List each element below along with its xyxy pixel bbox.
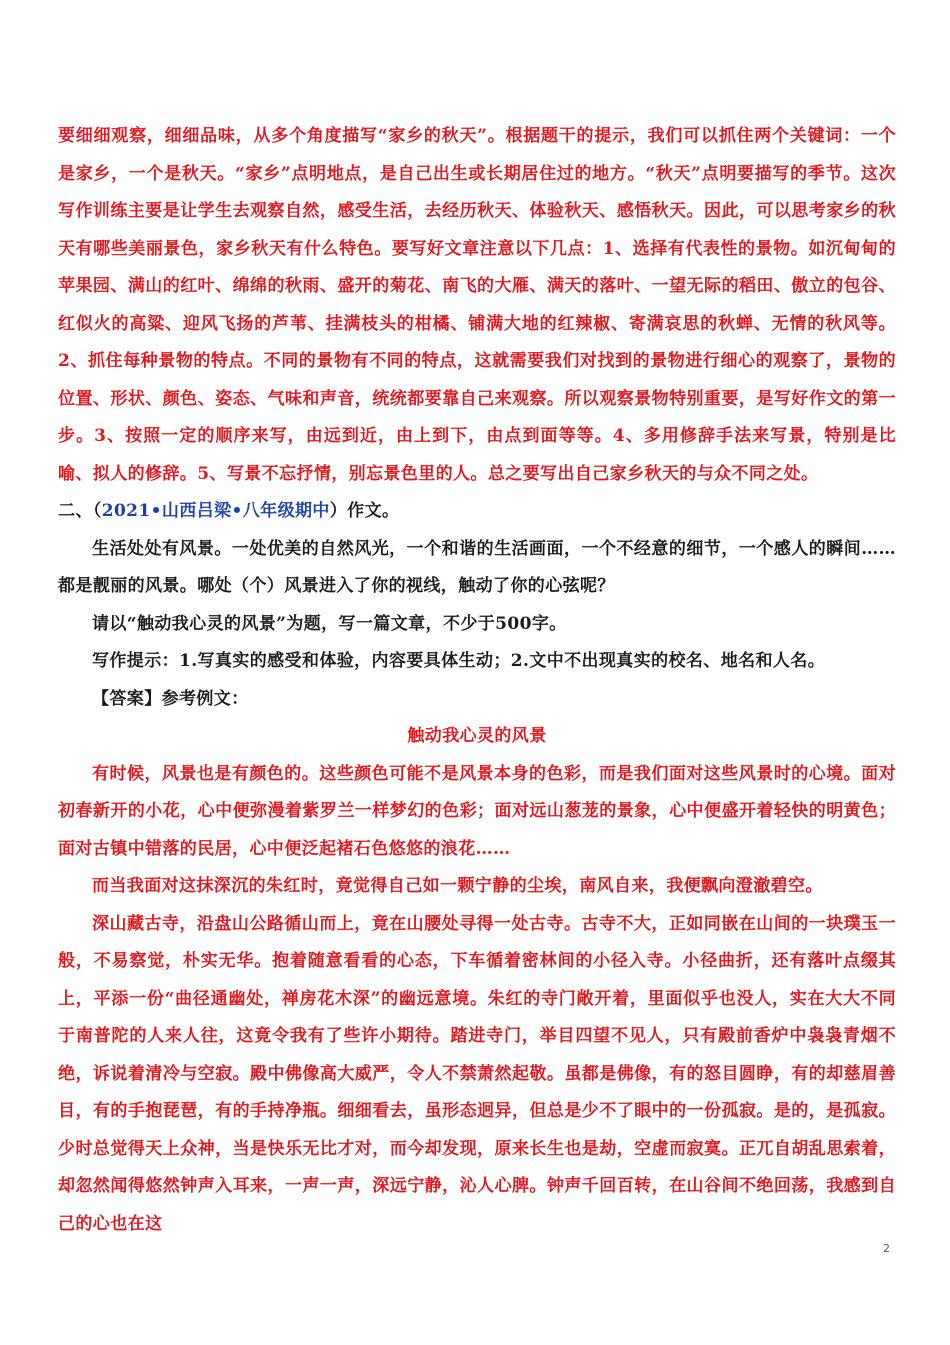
source-close-paren: ） (329, 501, 348, 521)
question-source: 2021•山西吕梁•八年级期中 (101, 501, 330, 521)
analysis-paragraph: 要细细观察，细细品味，从多个角度描写“家乡的秋天”。根据题干的提示，我们可以抓住两个关键词：一个是家乡，一个是秋天。“家乡”点明地点，是自己出生或长期居住过的地方。“秋天”点明要描写的季节。这次写作训练主要是让学生去观察自然，感受生活，去经历秋天、体验秋天、感悟秋天。因此，可以思考家乡的秋天有哪些美丽景色，家乡秋天有什么特色。要写好文章注意以下几点：1、选择有代表性的景物。如沉甸甸的苹果园、满山的红叶、绵绵的秋雨、盛开的菊花、南飞的大雁、满天的落叶、一望无际的稻田、傲立的包谷、红似火的高粱、迎风飞扬的芦苇、挂满枝头的柑橘、铺满大地的红辣椒、寄满哀思的秋蝉、无情的秋风等。2、抓住每种景物的特点。不同的景物有不同的特点，这就需要我们对找到的景物进行细心的观察了，景物的位置、形状、颜色、姿态、气味和声音，统统都要靠自己来观察。所以观察景物特别重要，是写好作文的第一步。3、按照一定的顺序来写，由远到近，由上到下，由点到面等等。4、多用修辞手法来写景，特别是比喻、拟人的修辞。5、写景不忘抒情，别忘景色里的人。总之要写出自己家乡秋天的与众不同之处。 (58, 126, 896, 484)
question-number: 二、 (58, 501, 93, 521)
question-type: 作文。 (347, 501, 400, 521)
question-prompt-1: 生活处处有风景。一处优美的自然风光，一个和谐的生活画面，一个不经意的细节，一个感人的瞬间……都是靓丽的风景。哪处（个）风景进入了你的视线，触动了你的心弦呢？ (58, 538, 896, 596)
essay-title: 触动我心灵的风景 (407, 726, 547, 746)
question-prompt-3: 写作提示：1.写真实的感受和体验，内容要具体生动；2.文中不出现真实的校名、地名和人名。 (92, 651, 826, 671)
document-page (58, 118, 896, 1243)
question-prompt-2: 请以“触动我心灵的风景”为题，写一篇文章，不少于500字。 (92, 613, 567, 634)
answer-label: 【答案】参考例文： (92, 688, 249, 709)
page-number: 2 (883, 1242, 890, 1255)
essay-paragraph-3: 深山藏古寺，沿盘山公路循山而上，竟在山腰处寻得一处古寺。古寺不大，正如同嵌在山间的一块璞玉一般，不易察觉，朴实无华。抱着随意看看的心态，下车循着密林间的小径入寺。小径曲折，还有落叶点缀其上，平添一份“曲径通幽处，禅房花木深”的幽远意境。朱红的寺门敞开着，里面似乎也没人，实在大大不同于南普陀的人来人往，这竟令我有了些许小期待。踏进寺门，举目四望不见人，只有殿前香炉中袅袅青烟不绝，诉说着清冷与空寂。殿中佛像高大威严，令人不禁萧然起敬。虽都是佛像，有的怒目圆睁，有的却慈眉善目，有的手抱琵琶，有的手持净瓶。细细看去，虽形态迥异，但总是少不了眼中的一份孤寂。是的，是孤寂。少时总觉得天上众神，当是快乐无比才对，而今却发现，原来长生也是劫，空虚而寂寞。正兀自胡乱思索着，却忽然闻得悠然钟声入耳来，一声一声，深远宁静，沁人心脾。钟声千回百转，在山谷间不绝回荡，我感到自己的心也在这 (58, 913, 896, 1234)
essay-paragraph-1: 有时候，风景也是有颜色的。这些颜色可能不是风景本身的色彩，而是我们面对这些风景时的心境。面对初春新开的小花，心中便弥漫着紫罗兰一样梦幻的色彩；面对远山葱茏的景象，心中便盛开着轻快的明黄色；面对古镇中错落的民居，心中便泛起褚石色悠悠的浪花…… (58, 763, 896, 859)
essay-paragraph-2: 而当我面对这抹深沉的朱红时，竟觉得自己如一颗宁静的尘埃，南风自来，我便飘向澄澈碧空。 (92, 876, 823, 896)
question-header (58, 493, 896, 531)
source-open-paren: （ (92, 501, 102, 521)
